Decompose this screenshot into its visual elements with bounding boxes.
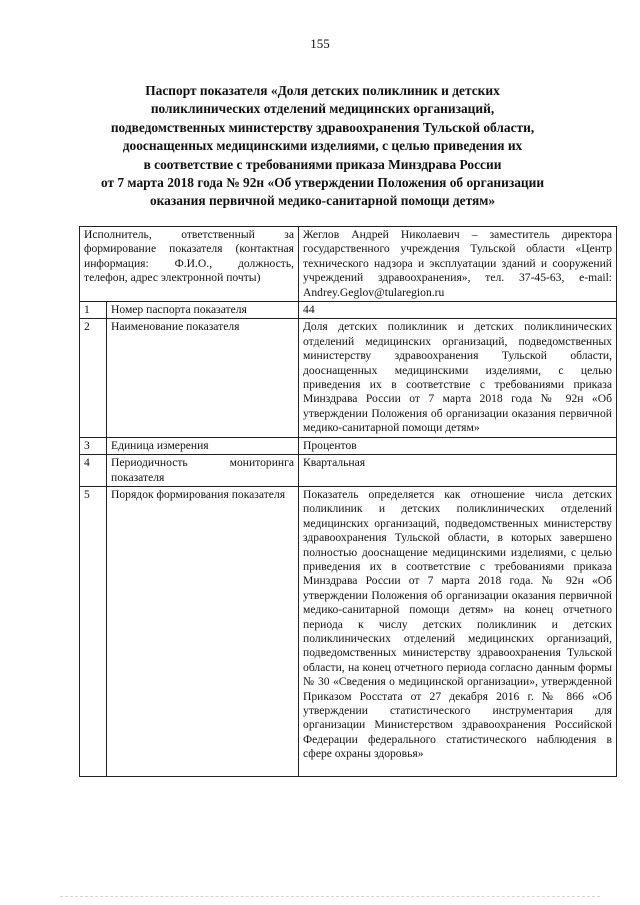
title-line: подведомственных министерству здравоохранения Тульской области, [110,119,535,135]
title-line: в соответствие с требованиями приказа Минздрава России [143,156,502,172]
row-label: Номер паспорта показателя [107,302,299,319]
row-label: Единица измерения [107,437,299,454]
title-line: оказания первичной медико-санитарной помощи детям» [149,193,496,209]
title-line: Паспорт показателя «Доля детских поликлиник и детских [145,83,500,98]
table-row [80,437,617,454]
table-row [80,455,617,487]
row-label: Порядок формирования показателя [107,486,299,776]
row-value: Показатель определяется как отношение числа детских поликлиник и детских поликлинических отделений медицинских организаций, подведомственных министерству здравоохранения Тульской области, в которых завершено полностью дооснащение медицинскими изделиями, с целью приведения их в соответствие с требованиями приказа Минздрава России от 7 марта 2018 года. № 92н «Об утверждении Положения об организации оказания первичной медико-санитарной помощи детям» на конец отчетного периода к числу детских поликлиник и детских поликлинических отделений медицинских организаций, подведомственных министерству здравоохранения Тульской области, на конец отчетного периода согласно данным формы № 30 «Сведения о медицинской организации», утвержденной Приказом Росстата от 27 декабря 2016 г. № 866 «Об утверждении статистического инструментария для организации Министерством здравоохранения Российской Федерации федерального статистического наблюдения в сфере охраны здоровья» [299,486,617,776]
row-number: 1 [80,302,107,319]
row-value: Доля детских поликлиник и детских поликлинических отделений медицинских организаций, подведомственных министерству здравоохранения Тульской области, дооснащенных медицинскими изделиями, с целью приведения их в соответствие с требованиями приказа Минздрава России от 7 марта 2018 года № 92н «Об утверждении Положения об организации оказания первичной медико-санитарной помощи детям» [299,319,617,437]
row-number: 2 [80,319,107,437]
row-number: 3 [80,437,107,454]
row-label: Периодичность мониторинга показателя [107,455,299,487]
table-row [80,302,617,319]
row-label: Наименование показателя [107,319,299,437]
document-title [70,82,575,211]
executor-label: Исполнитель, ответственный за формирование показателя (контактная информация: Ф.И.О., должность, телефон, адрес электронной почты) [80,227,299,302]
table-row-executor [80,227,617,302]
title-line: дооснащенных медицинскими изделиями, с целью приведения их [122,138,523,154]
title-line: поликлинических отделений медицинских организаций, [150,101,495,117]
title-line: от 7 марта 2018 года № 92н «Об утверждении Положения об организации [100,175,545,191]
page-number: 155 [310,36,330,51]
row-value: Квартальная [299,455,617,487]
passport-table [79,226,617,777]
row-number: 4 [80,455,107,487]
row-value: 44 [299,302,617,319]
row-value: Процентов [299,437,617,454]
scan-edge-marks [60,893,600,897]
table-row [80,319,617,437]
executor-value: Жеглов Андрей Николаевич – заместитель директора государственного учреждения Тульской области «Центр технического надзора и эксплуатации зданий и сооружений учреждений здравоохранения», тел. 37-45-63, e-mail: Andrey.Geglov@tularegion.ru [299,227,617,302]
table-row [80,486,617,776]
row-number: 5 [80,486,107,776]
